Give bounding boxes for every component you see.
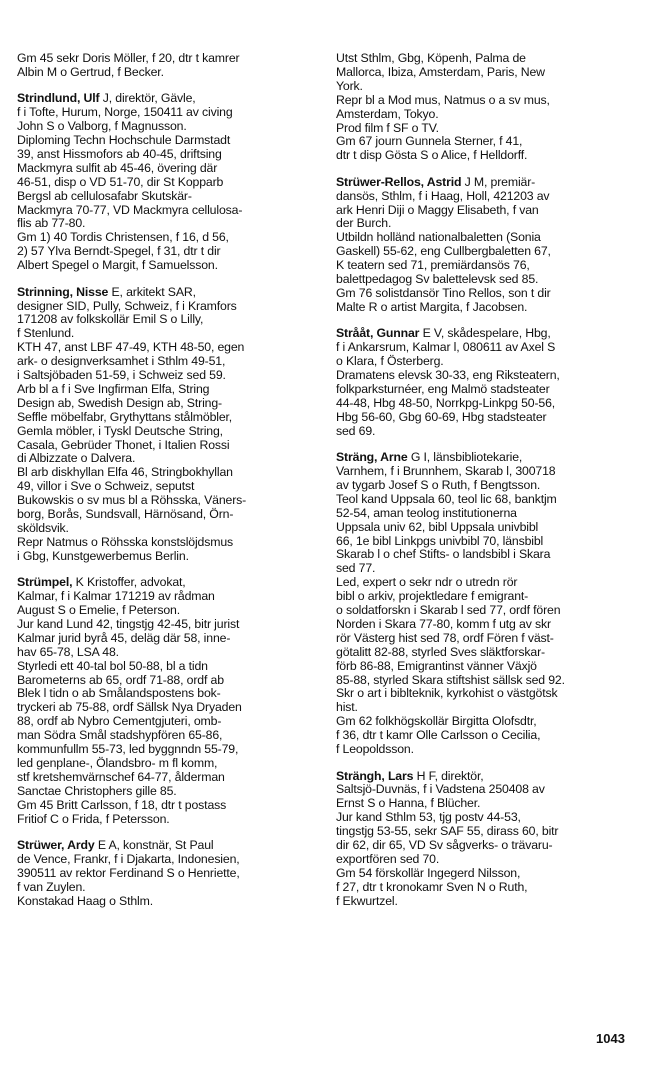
entry-line: kommunfullm 55-73, led byggnndn 55-79,: [17, 742, 239, 757]
entry-continuation: [336, 52, 646, 163]
entry-line: Kalmar jurid byrå 45, deläg där 58, inne-: [17, 630, 231, 645]
entry-name: Strüwer, Ardy: [17, 838, 95, 853]
entry-line: Saltsjö-Duvnäs, f i Vadstena 250408 av: [336, 782, 545, 797]
entry-line: ark- o designverksamhet i Sthlm 49-51,: [17, 354, 226, 369]
entry-line: Arb bl a f i Sve Ingfirman Elfa, String: [17, 381, 210, 396]
entry-strüwer-ardy: [17, 839, 322, 909]
entry-line: Repr Natmus o Röhsska konstslöjdsmus: [17, 534, 234, 549]
entry-line: Diploming Techn Hochschule Darmstadt: [17, 133, 231, 148]
entry-line: [17, 576, 322, 590]
entry-strüwer-rellos-astrid: [336, 176, 646, 315]
entry-line: sed 69.: [336, 423, 376, 438]
entry-line: Design ab, Swedish Design ab, String-: [17, 395, 222, 410]
entry-name: Sträng, Arne: [336, 450, 408, 465]
entry-line: stf kretshemvärnschef 64-77, ålderman: [17, 769, 225, 784]
entry-line: Jur kand Sthlm 53, tjg postv 44-53,: [336, 810, 521, 825]
entry-line: Gm 62 folkhögskollär Birgitta Olofsdtr,: [336, 714, 537, 729]
entry-line: Styrledi ett 40-tal bol 50-88, bl a tidn: [17, 658, 208, 673]
entry-line: K teatern sed 71, premiärdansös 76,: [336, 258, 530, 273]
entry-line-text: K Kristoffer, advokat,: [72, 575, 186, 590]
entry-line: o Klara, f Österberg.: [336, 354, 444, 369]
entry-line: Kalmar, f i Kalmar 171219 av rådman: [17, 589, 215, 604]
entry-line: exportfören sed 70.: [336, 851, 440, 866]
entry-line: 46-51, disp o VD 51-70, dir St Kopparb: [17, 174, 224, 189]
entry-line: Blek l tidn o ab Smålandspostens bok-: [17, 686, 221, 701]
entry-line-text: E V, skådespelare, Hbg,: [419, 326, 551, 341]
entry-line: f van Zuylen.: [17, 879, 86, 894]
entry-line: förb 86-88, Emigrantinst vänner Växjö: [336, 658, 537, 673]
entry-line-text: G I, länsbibliotekarie,: [407, 450, 523, 465]
entry-line: Utbildn holländ nationalbaletten (Sonia: [336, 230, 541, 245]
entry-line: Led, expert o sekr ndr o utredn rör: [336, 575, 518, 590]
entry-line: August S o Emelie, f Peterson.: [17, 603, 180, 618]
entry-line: Mackmyra 70-77, VD Mackmyra cellulosa-: [17, 202, 243, 217]
entry-sträng-arne: [336, 451, 646, 757]
entry-line: dtr t disp Gösta S o Alice, f Helldorff.: [336, 148, 528, 163]
entry-line: ark Henri Diji o Maggy Elisabeth, f van: [336, 202, 539, 217]
entry-line: 66, 1e bibl Linkpgs univbibl 70, länsbibl: [336, 533, 544, 548]
entry-line: [336, 176, 646, 190]
entry-name: Strümpel,: [17, 575, 73, 590]
entry-line: Gemla möbler, i Tyskl Deutsche String,: [17, 423, 223, 438]
entry-line-text: E A, konstnär, St Paul: [94, 838, 214, 853]
entry-line: Sanctae Christophers gille 85.: [17, 783, 177, 798]
entry-line: Konstakad Haag o Sthlm.: [17, 893, 153, 908]
entry-line: Bukowskis o sv mus bl a Röhsska, Väners-: [17, 493, 247, 508]
entry-line: f Ekwurtzel.: [336, 893, 398, 908]
entry-line: Albert Spegel o Margit, f Samuelsson.: [17, 258, 218, 273]
entry-line: Gm 1) 40 Tordis Christensen, f 16, d 56,: [17, 230, 229, 245]
entry-line-text: J M, premiär-: [461, 174, 536, 189]
entry-strindlund-ulf: [17, 92, 322, 273]
entry-line: Gm 45 sekr Doris Möller, f 20, dtr t kamrer: [17, 51, 240, 65]
entry-strängh-lars: [336, 770, 646, 909]
entry-line: rör Västerg hist sed 78, ordf Fören f väst-: [336, 630, 554, 645]
entry-line-text: E, arkitekt SAR,: [108, 284, 196, 299]
entry-line: Gaskell) 55-62, eng Cullbergbaletten 67,: [336, 244, 551, 259]
entry-line: Utst Sthlm, Gbg, Köpenh, Palma de: [336, 51, 526, 65]
left-column: [17, 52, 322, 909]
entry-line: [336, 327, 646, 341]
entry-line: Gm 54 förskollär Ingegerd Nilsson,: [336, 865, 521, 880]
entry-line: borg, Borås, Sundsvall, Härnösand, Örn-: [17, 507, 234, 522]
entry-line: dansös, Sthlm, f i Haag, Holl, 421203 av: [336, 188, 550, 203]
entry-line-text: H F, direktör,: [413, 768, 484, 783]
entry-line: götalitt 82-88, styrled Sves släktforskar-: [336, 644, 545, 659]
entry-name: Strinning, Nisse: [17, 284, 109, 299]
entry-line: der Burch.: [336, 216, 392, 231]
entry-continuation: [17, 52, 322, 80]
entry-line: de Vence, Frankr, f i Djakarta, Indonesien,: [17, 851, 240, 866]
entry-line: sed 77.: [336, 561, 376, 576]
entry-line: 88, ordf ab Nybro Cementgjuteri, omb-: [17, 714, 222, 729]
entry-strümpel: [17, 576, 322, 826]
entry-line: 85-88, styrled Skara stiftshist sällsk sed 92.: [336, 672, 565, 687]
entry-line-text: J, direktör, Gävle,: [99, 91, 196, 106]
entry-line: di Albizzate o Dalvera.: [17, 451, 136, 466]
entry-line: 49, villor i Sve o Schweiz, seputst: [17, 479, 195, 494]
entry-line: York.: [336, 78, 363, 93]
entry-line: Uppsala univ 62, bibl Uppsala univbibl: [336, 519, 539, 534]
entry-line: f i Ankarsrum, Kalmar l, 080611 av Axel S: [336, 340, 556, 355]
entry-line: 171208 av folkskollär Emil S o Lilly,: [17, 312, 204, 327]
entry-line: f Leopoldsson.: [336, 742, 414, 757]
entry-line: Fritiof C o Frida, f Petersson.: [17, 811, 170, 826]
entry-line: Mallorca, Ibiza, Amsterdam, Paris, New: [336, 64, 545, 79]
entry-line: [17, 92, 322, 106]
entry-line: [336, 451, 646, 465]
entry-line: man Södra Smål stadshypfören 65-86,: [17, 728, 223, 743]
entry-name: Strååt, Gunnar: [336, 326, 420, 341]
entry-line: f i Tofte, Hurum, Norge, 150411 av civing: [17, 105, 233, 120]
entry-line: [17, 839, 322, 853]
entry-line: balettpedagog Sv balettelevsk sed 85.: [336, 272, 539, 287]
entry-line: Gm 67 journ Gunnela Sterner, f 41,: [336, 134, 523, 149]
entry-line: Prod film f SF o TV.: [336, 120, 439, 135]
entry-line: tryckeri ab 75-88, ordf Sällsk Nya Dryaden: [17, 700, 242, 715]
entry-line: 390511 av rektor Ferdinand S o Henriette,: [17, 865, 240, 880]
entry-line: Ernst S o Hanna, f Blücher.: [336, 796, 481, 811]
page-number: 1043: [596, 1031, 625, 1046]
entry-name: Strängh, Lars: [336, 768, 414, 783]
entry-line: dir 62, dir 65, VD Sv sågverks- o trävaru-: [336, 838, 553, 853]
entry-line: Barometerns ab 65, ordf 71-88, ordf ab: [17, 672, 224, 687]
entry-line: Malte R o artist Margita, f Jacobsen.: [336, 299, 528, 314]
entry-line: [17, 286, 322, 300]
entry-line: av tygarb Josef S o Ruth, f Bengtsson.: [336, 477, 541, 492]
entry-line: Amsterdam, Tokyo.: [336, 106, 439, 121]
entry-line: f 27, dtr t kronokamr Sven N o Ruth,: [336, 879, 528, 894]
entry-line: hav 65-78, LSA 48.: [17, 644, 119, 659]
entry-line: designer SID, Pully, Schweiz, f i Kramfors: [17, 298, 237, 313]
entry-line: flis ab 77-80.: [17, 216, 86, 231]
entry-line: Gm 45 Britt Carlsson, f 18, dtr t postass: [17, 797, 227, 812]
entry-line: KTH 47, anst LBF 47-49, KTH 48-50, egen: [17, 340, 245, 355]
entry-line: tingstjg 53-55, sekr SAF 55, dirass 60, bitr: [336, 824, 559, 839]
entry-line: Albin M o Gertrud, f Becker.: [17, 64, 164, 79]
entry-line: i Saltsjöbaden 51-59, i Schweiz sed 59.: [17, 368, 226, 383]
entry-line: hist.: [336, 700, 358, 715]
entry-line: 2) 57 Ylva Berndt-Spegel, f 31, dtr t dir: [17, 244, 221, 259]
entry-line: Jur kand Lund 42, tingstjg 42-45, bitr jurist: [17, 616, 240, 631]
entry-line: [336, 770, 646, 784]
entry-line: f 36, dtr t kamr Olle Carlsson o Cecilia,: [336, 728, 541, 743]
entry-line: led genplane-, Ölandsbro- m fl komm,: [17, 756, 218, 770]
entry-line: Skr o art i biblteknik, kyrkohist o västgötsk: [336, 686, 558, 701]
entry-line: o soldatforskn i Skarab l sed 77, ordf fören: [336, 603, 561, 618]
entry-line: Dramatens elevsk 30-33, eng Riksteatern,: [336, 368, 560, 383]
entry-line: Mackmyra sulfit ab 45-46, övering där: [17, 160, 218, 175]
entry-line: Norden i Skara 77-80, komm f utg av skr: [336, 616, 551, 631]
entry-line: John S o Valborg, f Magnusson.: [17, 119, 187, 134]
entry-line: i Gbg, Kunstgewerbemus Berlin.: [17, 548, 189, 563]
entry-name: Strindlund, Ulf: [17, 91, 100, 106]
entry-line: bibl o arkiv, projektledare f emigrant-: [336, 589, 529, 604]
entry-line: Repr bl a Mod mus, Natmus o a sv mus,: [336, 92, 550, 107]
entry-line: Varnhem, f i Brunnhem, Skarab l, 300718: [336, 463, 556, 478]
entry-name: Strüwer-Rellos, Astrid: [336, 174, 462, 189]
entry-line: Bl arb diskhyllan Elfa 46, Stringbokhyllan: [17, 465, 233, 480]
entry-line: Casala, Gebrüder Thonet, i Italien Rossi: [17, 437, 230, 452]
entry-strååt-gunnar: [336, 327, 646, 438]
entry-line: 52-54, aman teolog institutionerna: [336, 505, 517, 520]
entry-line: 39, anst Hissmofors ab 40-45, driftsing: [17, 146, 222, 161]
entry-line: Skarab l o chef Stifts- o landsbibl i Skara: [336, 547, 551, 562]
entry-line: Hbg 56-60, Gbg 60-69, Hbg stadsteater: [336, 409, 547, 424]
entry-line: Bergsl ab cellulosafabr Skutskär-: [17, 188, 192, 203]
entry-strinning-nisse: [17, 286, 322, 564]
right-column: [336, 52, 646, 909]
entry-line: folkparksturnéer, eng Malmö stadsteater: [336, 381, 550, 396]
entry-line: 44-48, Hbg 48-50, Norrkpg-Linkpg 50-56,: [336, 395, 556, 410]
entry-line: sköldsvik.: [17, 521, 69, 535]
entry-line: Gm 76 solistdansör Tino Rellos, son t dir: [336, 286, 551, 300]
entry-line: f Stenlund.: [17, 326, 75, 341]
entry-line: Seffle möbelfabr, Grythyttans stålmöbler,: [17, 409, 233, 424]
entry-line: Teol kand Uppsala 60, teol lic 68, banktjm: [336, 491, 557, 506]
